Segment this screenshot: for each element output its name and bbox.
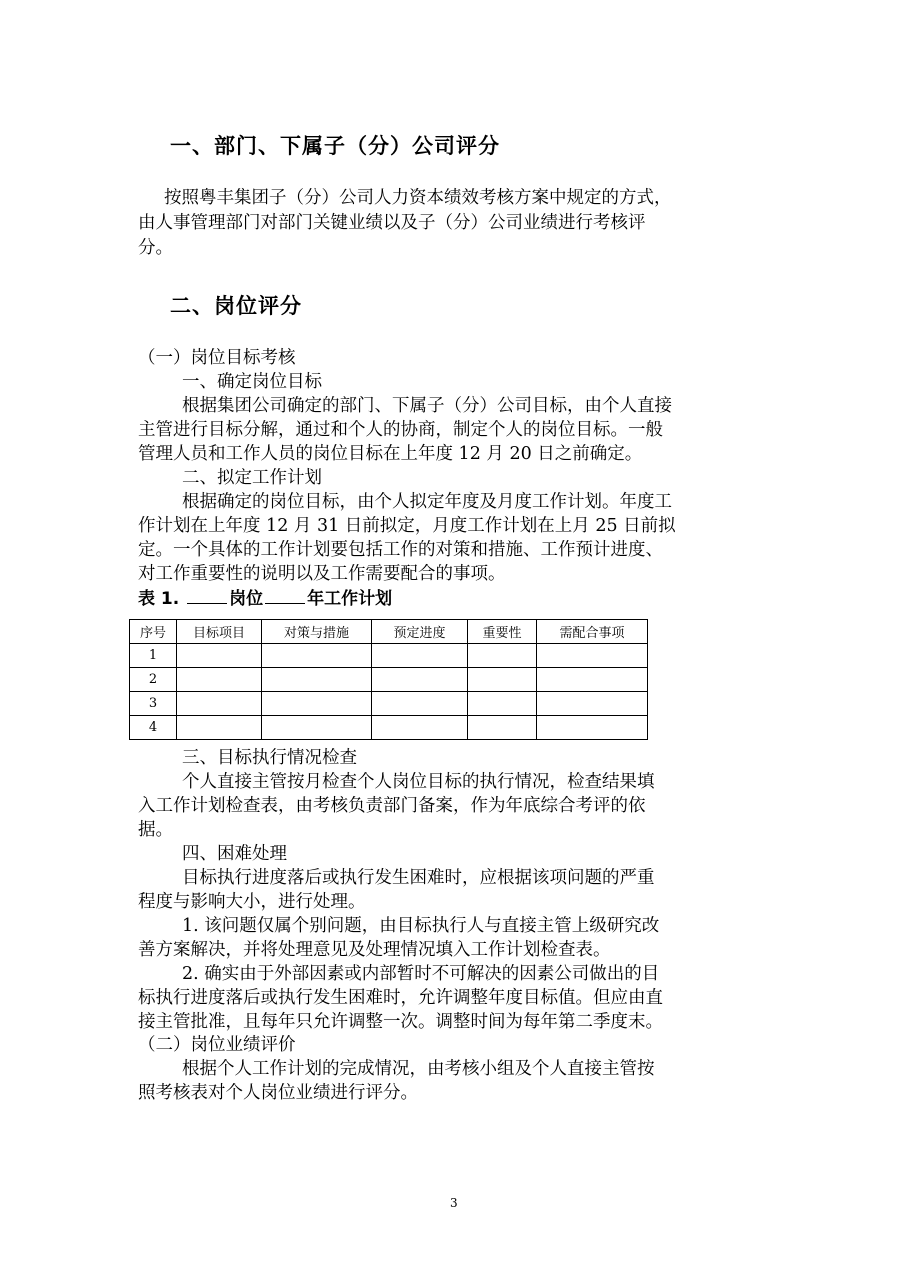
- item-title: 一、确定岗位目标: [182, 372, 322, 392]
- item-title: 三、目标执行情况检查: [182, 748, 357, 768]
- section2-heading: 二、岗位评分: [170, 294, 302, 318]
- table-cell[interactable]: [262, 644, 372, 668]
- table-cell[interactable]: [262, 716, 372, 740]
- caption-suffix: 年工作计划: [307, 589, 393, 609]
- table-cell-index: 2: [130, 668, 177, 692]
- paragraph-line: 照考核表对个人岗位业绩进行评分。: [138, 1083, 418, 1103]
- table-header-cell: 重要性: [468, 620, 537, 644]
- table-cell[interactable]: [177, 716, 262, 740]
- paragraph-line: 根据集团公司确定的部门、下属子（分）公司目标，由个人直接: [182, 396, 672, 416]
- table-caption: [138, 584, 392, 609]
- paragraph-line: 入工作计划检查表，由考核负责部门备案，作为年底综合考评的依: [138, 796, 646, 816]
- paragraph-line: 按照粤丰集团子（分）公司人力资本绩效考核方案中规定的方式，: [164, 188, 672, 208]
- paragraph-line: 善方案解决，并将处理意见及处理情况填入工作计划检查表。: [138, 940, 611, 960]
- paragraph-line: 个人直接主管按月检查个人岗位目标的执行情况，检查结果填: [182, 772, 655, 792]
- caption-prefix: 表 1.: [138, 589, 180, 609]
- table-cell[interactable]: [177, 644, 262, 668]
- paragraph-line: 管理人员和工作人员的岗位目标在上年度 12 月 20 日之前确定。: [138, 444, 643, 464]
- caption-mid: 岗位: [229, 589, 264, 609]
- table-cell[interactable]: [537, 668, 648, 692]
- table-cell[interactable]: [537, 692, 648, 716]
- table-row: [130, 692, 648, 716]
- table-header-row: [130, 620, 648, 644]
- paragraph-line: 接主管批准，且每年只允许调整一次。调整时间为每年第二季度末。: [138, 1012, 663, 1032]
- table-row: [130, 644, 648, 668]
- table-cell[interactable]: [537, 716, 648, 740]
- caption-blank: [187, 587, 227, 604]
- table-cell[interactable]: [177, 668, 262, 692]
- paragraph-line: 目标执行进度落后或执行发生困难时，应根据该项问题的严重: [182, 868, 655, 888]
- work-plan-table: [129, 619, 648, 740]
- table-cell[interactable]: [372, 692, 468, 716]
- table-header-cell: 对策与措施: [262, 620, 372, 644]
- subheading: （一）岗位目标考核: [138, 348, 296, 368]
- table-cell[interactable]: [372, 716, 468, 740]
- paragraph-line: 标执行进度落后或执行发生困难时，允许调整年度目标值。但应由直: [138, 988, 663, 1008]
- table-header-cell: 目标项目: [177, 620, 262, 644]
- paragraph-line: 1. 该问题仅属个别问题，由目标执行人与直接主管上级研究改: [182, 916, 660, 936]
- subheading: （二）岗位业绩评价: [138, 1035, 296, 1055]
- table-cell[interactable]: [262, 668, 372, 692]
- paragraph-line: 分。: [138, 238, 173, 258]
- table-cell[interactable]: [468, 644, 537, 668]
- paragraph-line: 由人事管理部门对部门关键业绩以及子（分）公司业绩进行考核评: [138, 213, 646, 233]
- table-header-cell: 预定进度: [372, 620, 468, 644]
- table-cell[interactable]: [262, 692, 372, 716]
- caption-blank: [265, 587, 305, 604]
- table-cell-index: 3: [130, 692, 177, 716]
- paragraph-line: 根据个人工作计划的完成情况，由考核小组及个人直接主管按: [182, 1059, 655, 1079]
- table-cell[interactable]: [177, 692, 262, 716]
- paragraph-line: 据。: [138, 820, 173, 840]
- table-cell[interactable]: [468, 668, 537, 692]
- table-header-cell: 序号: [130, 620, 177, 644]
- paragraph-line: 对工作重要性的说明以及工作需要配合的事项。: [138, 564, 506, 584]
- section1-heading: 一、部门、下属子（分）公司评分: [170, 134, 500, 158]
- paragraph-line: 作计划在上年度 12 月 31 日前拟定，月度工作计划在上月 25 日前拟: [138, 516, 676, 536]
- table-cell[interactable]: [537, 644, 648, 668]
- table-cell[interactable]: [372, 668, 468, 692]
- table-cell[interactable]: [468, 716, 537, 740]
- item-title: 二、拟定工作计划: [182, 468, 322, 488]
- paragraph-line: 主管进行目标分解，通过和个人的协商，制定个人的岗位目标。一般: [138, 420, 663, 440]
- item-title: 四、困难处理: [182, 844, 287, 864]
- page-number: 3: [450, 1196, 458, 1210]
- table-row: [130, 668, 648, 692]
- table-cell-index: 1: [130, 644, 177, 668]
- table-row: [130, 716, 648, 740]
- paragraph-line: 根据确定的岗位目标，由个人拟定年度及月度工作计划。年度工: [182, 492, 672, 512]
- paragraph-line: 定。一个具体的工作计划要包括工作的对策和措施、工作预计进度、: [138, 540, 663, 560]
- table-header-cell: 需配合事项: [537, 620, 648, 644]
- table-cell[interactable]: [372, 644, 468, 668]
- paragraph-line: 程度与影响大小，进行处理。: [138, 892, 366, 912]
- table-cell[interactable]: [468, 692, 537, 716]
- table-cell-index: 4: [130, 716, 177, 740]
- paragraph-line: 2. 确实由于外部因素或内部暂时不可解决的因素公司做出的目: [182, 964, 660, 984]
